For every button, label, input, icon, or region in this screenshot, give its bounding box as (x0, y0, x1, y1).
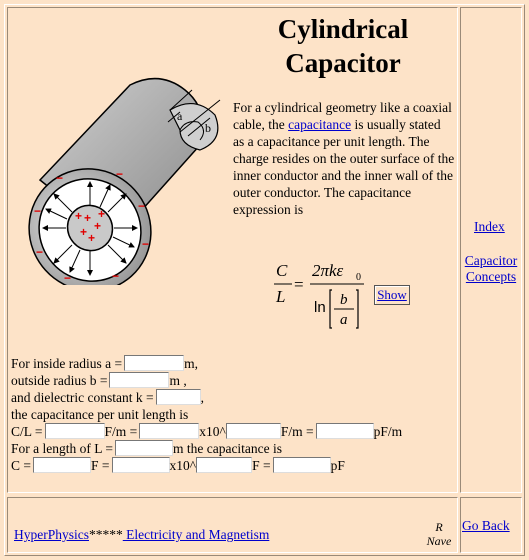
hyperphysics-link[interactable]: HyperPhysics (14, 527, 89, 542)
svg-text:−: − (112, 269, 120, 283)
c-mantissa-output[interactable] (112, 457, 170, 473)
svg-text:−: − (142, 237, 150, 251)
c-f-output[interactable] (33, 457, 91, 473)
cl-exponent-output[interactable] (226, 423, 281, 439)
svg-text:2πkε: 2πkε (312, 261, 344, 280)
svg-text:+: + (98, 207, 106, 221)
svg-text:−: − (116, 167, 124, 181)
c-exponent-output[interactable] (196, 457, 252, 473)
outer-radius-label: outside radius b = (11, 373, 108, 388)
go-back-link[interactable]: Go Back (462, 518, 510, 533)
capacitor-concepts-link[interactable]: Capacitor Concepts (464, 253, 518, 284)
length-label: For a length of L = (11, 441, 113, 456)
description: For a cylindrical geometry like a coaxial cable, the capacitance is usually stated as a capacitance per unit length. The charge resides on the outer surface of the inner conductor and the inner wall of the outer conductor. The capacitance expression is (233, 100, 455, 217)
cl-pfm-output[interactable] (316, 423, 374, 439)
electricity-magnetism-link[interactable]: Electricity and Magnetism (122, 527, 270, 542)
capacitance-link[interactable]: capacitance (288, 117, 352, 132)
cl-mantissa-output[interactable] (139, 423, 199, 439)
svg-text:+: + (94, 219, 102, 233)
page: Cylindrical Capacitor + + + + + + − − − − − − − − a b For a cylindrical geometry like a coaxial cable, the capacitance is usually stated as a capacitance per unit length. The charge resides on the outer surface of the inner conductor and the inner wall of the outer conductor. The capacitance expression is C L = 2πkε 0 ln b a Show Index Capacitor Concepts For inside radius a = m, outside radius b = m , and dielectric constant k = , the capacitance per unit length is C/L = F/m = x10^ F/m = pF/m For a length of L = m the capacitance is C = F = x10^ F = pF HyperPhysics***** Electricity and Magnetism R Nave Go Back (0, 0, 529, 560)
svg-text:−: − (64, 271, 72, 285)
svg-text:ln: ln (314, 299, 326, 316)
author-credit: R Nave (426, 520, 452, 548)
svg-text:−: − (36, 245, 44, 259)
sidebar-cell (460, 7, 522, 493)
length-input[interactable] (115, 440, 173, 456)
footer-main-cell (7, 497, 458, 553)
outer-radius-input[interactable] (109, 372, 169, 388)
svg-text:C: C (276, 261, 288, 280)
label-b: b (205, 121, 211, 135)
svg-text:−: − (56, 171, 64, 185)
svg-text:+: + (80, 225, 88, 239)
svg-text:0: 0 (356, 272, 361, 283)
capacitance-formula (270, 258, 380, 332)
dielectric-input[interactable] (156, 389, 201, 405)
cl-fm-output[interactable] (45, 423, 105, 439)
svg-text:−: − (34, 204, 42, 218)
coaxial-capacitor-diagram (20, 70, 235, 285)
svg-text:b: b (340, 292, 348, 308)
c-pf-output[interactable] (273, 457, 331, 473)
inner-radius-label: For inside radius a = (11, 356, 123, 371)
show-button[interactable]: Show (374, 285, 410, 305)
svg-text:L: L (276, 287, 286, 306)
page-title: Cylindrical Capacitor (277, 14, 409, 78)
capacitance-per-length-text: the capacitance per unit length is (11, 407, 189, 422)
svg-text:=: = (294, 275, 304, 294)
footer-nav: HyperPhysics***** Electricity and Magnetism (14, 527, 270, 542)
label-a: a (177, 109, 183, 123)
svg-text:+: + (88, 231, 96, 245)
svg-text:+: + (75, 209, 83, 223)
svg-text:a: a (340, 312, 348, 328)
dielectric-label: and dielectric constant k = (11, 390, 154, 405)
index-link[interactable]: Index (474, 219, 505, 234)
inner-radius-input[interactable] (124, 355, 184, 371)
svg-text:+: + (84, 211, 92, 225)
svg-text:−: − (138, 199, 146, 213)
